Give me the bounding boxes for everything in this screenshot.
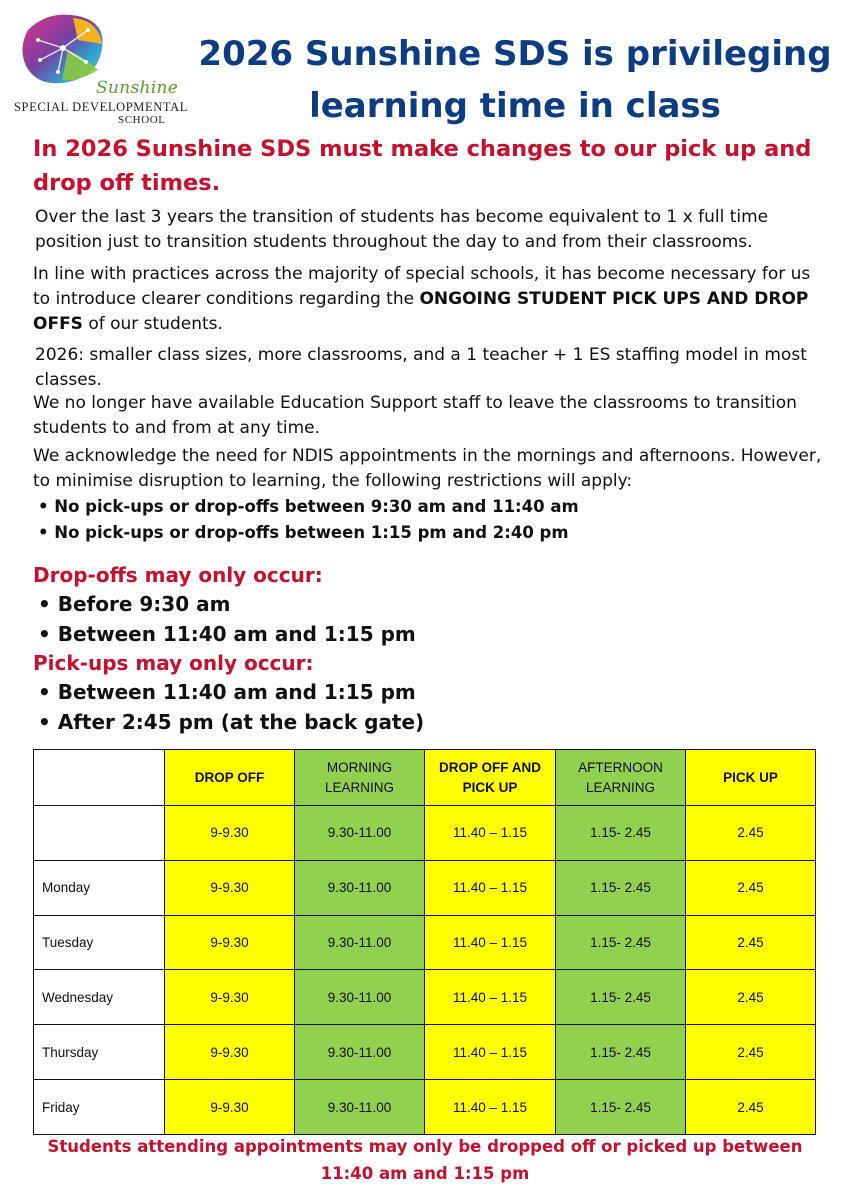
drop-off-pick-up-cell: 11.40 – 1.15	[425, 915, 556, 970]
drop-off-pick-up-cell: 11.40 – 1.15	[425, 970, 556, 1025]
morning-learning-cell: 9.30-11.00	[295, 1080, 425, 1135]
logo-script-text: Sunshine	[96, 78, 179, 98]
table-row	[34, 970, 816, 1025]
logo-text-line1: SPECIAL DEVELOPMENTAL	[14, 100, 188, 114]
pick-up-cell: 2.45	[686, 1025, 816, 1080]
restriction-item: • No pick-ups or drop-offs between 1:15 pm and 2:40 pm	[38, 523, 569, 542]
pick-up-cell: 2.45	[686, 860, 816, 915]
dropoffs-heading: Drop-offs may only occur:	[33, 563, 323, 587]
logo-mark-icon	[18, 10, 108, 90]
dropoff-item: • Before 9:30 am	[38, 592, 231, 616]
day-cell: Friday	[34, 1080, 165, 1135]
day-cell: Thursday	[34, 1025, 165, 1080]
day-cell: Wednesday	[34, 970, 165, 1025]
drop-off-cell: 9-9.30	[165, 860, 295, 915]
drop-off-pick-up-cell: 11.40 – 1.15	[425, 806, 556, 861]
drop-off-cell: 9-9.30	[165, 915, 295, 970]
logo-text-line2: SCHOOL	[118, 114, 166, 126]
morning-learning-cell: 9.30-11.00	[295, 915, 425, 970]
afternoon-learning-cell: 1.15- 2.45	[556, 806, 686, 861]
day-cell: Monday	[34, 860, 165, 915]
morning-learning-cell: 9.30-11.00	[295, 970, 425, 1025]
table-row	[34, 860, 816, 915]
footer-note: Students attending appointments may only be dropped off or picked up between 11:40 am and 1:15 pm	[47, 1137, 803, 1183]
paragraph-conditions-end: of our students.	[82, 314, 223, 334]
drop-off-pick-up-cell: 11.40 – 1.15	[425, 860, 556, 915]
day-cell	[34, 806, 165, 861]
paragraph-es-staff: We no longer have available Education Support staff to leave the classrooms to transition students to and from at any time.	[33, 393, 797, 438]
paragraph-conditions-start: In line with practices across the majority of special schools, it has become necessary for us to introduce clearer conditions regarding the	[33, 264, 811, 309]
pick-up-cell: 2.45	[686, 970, 816, 1025]
morning-learning-cell: 9.30-11.00	[295, 806, 425, 861]
pick-up-cell: 2.45	[686, 915, 816, 970]
morning-learning-cell: 9.30-11.00	[295, 860, 425, 915]
drop-off-cell: 9-9.30	[165, 806, 295, 861]
paragraph-transition: Over the last 3 years the transition of students has become equivalent to 1 x full time position just to transition students throughout the day to and from their classrooms.	[35, 207, 769, 252]
morning-learning-cell: 9.30-11.00	[295, 1025, 425, 1080]
header-drop-off-pick-up: DROP OFF AND PICK UP	[425, 750, 556, 806]
drop-off-cell: 9-9.30	[165, 970, 295, 1025]
restriction-item: • No pick-ups or drop-offs between 9:30 am and 11:40 am	[38, 497, 579, 516]
drop-off-cell: 9-9.30	[165, 1080, 295, 1135]
header-drop-off: DROP OFF	[165, 750, 295, 806]
afternoon-learning-cell: 1.15- 2.45	[556, 970, 686, 1025]
drop-off-pick-up-cell: 11.40 – 1.15	[425, 1025, 556, 1080]
table-header-row	[34, 750, 816, 806]
subheading: In 2026 Sunshine SDS must make changes to our pick up and drop off times.	[33, 136, 812, 196]
day-cell: Tuesday	[34, 915, 165, 970]
pickup-item: • After 2:45 pm (at the back gate)	[38, 710, 425, 734]
pickup-item: • Between 11:40 am and 1:15 pm	[38, 680, 416, 704]
table-row	[34, 1080, 816, 1135]
dropoff-item: • Between 11:40 am and 1:15 pm	[38, 622, 416, 646]
pickups-heading: Pick-ups may only occur:	[33, 651, 314, 675]
header-day	[34, 750, 165, 806]
afternoon-learning-cell: 1.15- 2.45	[556, 1080, 686, 1135]
table-row	[34, 1025, 816, 1080]
afternoon-learning-cell: 1.15- 2.45	[556, 860, 686, 915]
drop-off-pick-up-cell: 11.40 – 1.15	[425, 1080, 556, 1135]
header-afternoon-learning: AFTERNOON LEARNING	[556, 750, 686, 806]
paragraph-conditions	[33, 262, 828, 337]
drop-off-cell: 9-9.30	[165, 1025, 295, 1080]
afternoon-learning-cell: 1.15- 2.45	[556, 915, 686, 970]
paragraph-ndis: We acknowledge the need for NDIS appointments in the mornings and afternoons. However, to minimise disruption to learning, the following restrictions will apply:	[33, 446, 822, 491]
table-row	[34, 806, 816, 861]
header-pick-up: PICK UP	[686, 750, 816, 806]
schedule-table	[33, 749, 816, 1135]
pick-up-cell: 2.45	[686, 1080, 816, 1135]
pick-up-cell: 2.45	[686, 806, 816, 861]
page-title: 2026 Sunshine SDS is privileging learning time in class	[198, 34, 832, 126]
header-morning-learning: MORNING LEARNING	[295, 750, 425, 806]
table-row	[34, 915, 816, 970]
school-logo	[10, 10, 188, 126]
paragraph-conditions-bold: ONGOING STUDENT PICK UPS AND DROP OFFS	[33, 289, 809, 334]
afternoon-learning-cell: 1.15- 2.45	[556, 1025, 686, 1080]
paragraph-staffing: 2026: smaller class sizes, more classrooms, and a 1 teacher + 1 ES staffing model in most classes.	[35, 345, 807, 390]
